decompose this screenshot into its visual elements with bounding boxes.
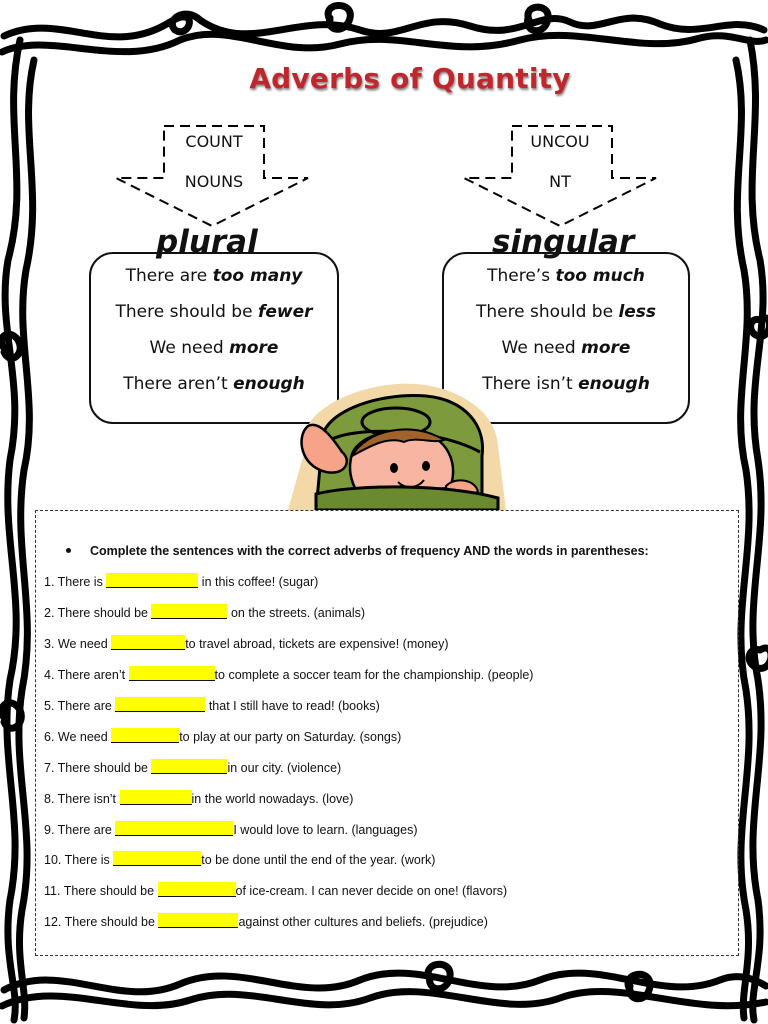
item-text: 10. There is bbox=[44, 853, 114, 867]
adverb: enough bbox=[233, 374, 305, 394]
item-text: in this coffee! (sugar) bbox=[198, 575, 319, 589]
item-text: 1. There is bbox=[44, 575, 107, 589]
adverb: more bbox=[229, 338, 279, 358]
singular-line bbox=[442, 302, 690, 322]
item-text: on the streets. (animals) bbox=[227, 606, 366, 620]
item-text: of ice-cream. I can never decide on one! (flavors) bbox=[235, 884, 508, 898]
answer-blank[interactable] bbox=[129, 666, 215, 681]
item-text: 6. We need bbox=[44, 730, 112, 744]
item-text: 4. There aren’t bbox=[44, 668, 129, 682]
answer-blank[interactable] bbox=[113, 851, 201, 866]
arrow-line: NOUNS bbox=[184, 172, 244, 191]
adverb: more bbox=[581, 338, 631, 358]
exercise-item bbox=[44, 728, 401, 744]
answer-blank[interactable] bbox=[151, 604, 227, 619]
exercise-item bbox=[44, 882, 507, 898]
item-text: that I still have to read! (books) bbox=[205, 699, 380, 713]
item-text: in our city. (violence) bbox=[227, 761, 342, 775]
line-text: There should be bbox=[475, 302, 619, 322]
answer-blank[interactable] bbox=[115, 821, 233, 836]
item-text: to complete a soccer team for the championship. (people) bbox=[214, 668, 534, 682]
item-text: 7. There should be bbox=[44, 761, 152, 775]
answer-blank[interactable] bbox=[158, 913, 238, 928]
exercise-item bbox=[44, 851, 435, 867]
plural-line bbox=[89, 266, 339, 286]
answer-blank[interactable] bbox=[111, 728, 179, 743]
exercise-item bbox=[44, 666, 533, 682]
singular-heading: singular bbox=[492, 224, 635, 260]
adverb: too much bbox=[555, 266, 645, 286]
line-text: There’s bbox=[487, 266, 556, 286]
page-title: Adverbs of Quantity bbox=[249, 62, 571, 95]
arrow-line: UNCOU bbox=[530, 132, 590, 151]
line-text: There aren’t bbox=[123, 374, 234, 394]
line-text: There should be bbox=[115, 302, 258, 322]
exercise-item bbox=[44, 635, 449, 651]
exercise-item bbox=[44, 573, 318, 589]
line-text: There isn’t bbox=[482, 374, 579, 394]
item-text: to travel abroad, tickets are expensive! (money) bbox=[185, 637, 449, 651]
answer-blank[interactable] bbox=[111, 635, 185, 650]
item-text: against other cultures and beliefs. (prejudice) bbox=[238, 915, 488, 929]
item-text: 3. We need bbox=[44, 637, 112, 651]
item-text: to play at our party on Saturday. (songs) bbox=[179, 730, 402, 744]
line-text: We need bbox=[149, 338, 230, 358]
item-text: 2. There should be bbox=[44, 606, 152, 620]
answer-blank[interactable] bbox=[151, 759, 227, 774]
line-text: We need bbox=[501, 338, 582, 358]
count-nouns-label bbox=[164, 122, 264, 202]
adverb: too many bbox=[212, 266, 303, 286]
child-in-trash-can-illustration bbox=[286, 376, 508, 510]
singular-line bbox=[442, 338, 690, 358]
adverb: less bbox=[618, 302, 657, 322]
exercise-item bbox=[44, 604, 365, 620]
adverb: fewer bbox=[257, 302, 313, 322]
line-text: There are bbox=[125, 266, 213, 286]
plural-line bbox=[89, 302, 339, 322]
plural-line bbox=[89, 338, 339, 358]
item-text: to be done until the end of the year. (work) bbox=[201, 853, 436, 867]
exercise-item bbox=[44, 759, 341, 775]
answer-blank[interactable] bbox=[158, 882, 236, 897]
arrow-line: NT bbox=[549, 172, 571, 191]
item-text: 8. There isn’t bbox=[44, 792, 120, 806]
item-text: 5. There are bbox=[44, 699, 116, 713]
answer-blank[interactable] bbox=[115, 697, 205, 712]
answer-blank[interactable] bbox=[120, 790, 192, 805]
exercise-instruction: Complete the sentences with the correct adverbs of frequency AND the words in parentheses: bbox=[90, 544, 649, 558]
exercise-item bbox=[44, 821, 417, 837]
uncount-nouns-label bbox=[510, 122, 610, 202]
exercise-item bbox=[44, 913, 488, 929]
answer-blank[interactable] bbox=[106, 573, 198, 588]
item-text: 12. There should be bbox=[44, 915, 159, 929]
singular-line bbox=[442, 266, 690, 286]
exercise-item bbox=[44, 697, 380, 713]
item-text: 11. There should be bbox=[44, 884, 158, 898]
arrow-line: COUNT bbox=[185, 132, 243, 151]
bullet-icon bbox=[66, 548, 71, 553]
exercise-item bbox=[44, 790, 353, 806]
adverb: enough bbox=[578, 374, 650, 394]
item-text: 9. There are bbox=[44, 823, 116, 837]
plural-heading: plural bbox=[156, 224, 258, 260]
item-text: in the world nowadays. (love) bbox=[191, 792, 354, 806]
item-text: I would love to learn. (languages) bbox=[233, 823, 418, 837]
